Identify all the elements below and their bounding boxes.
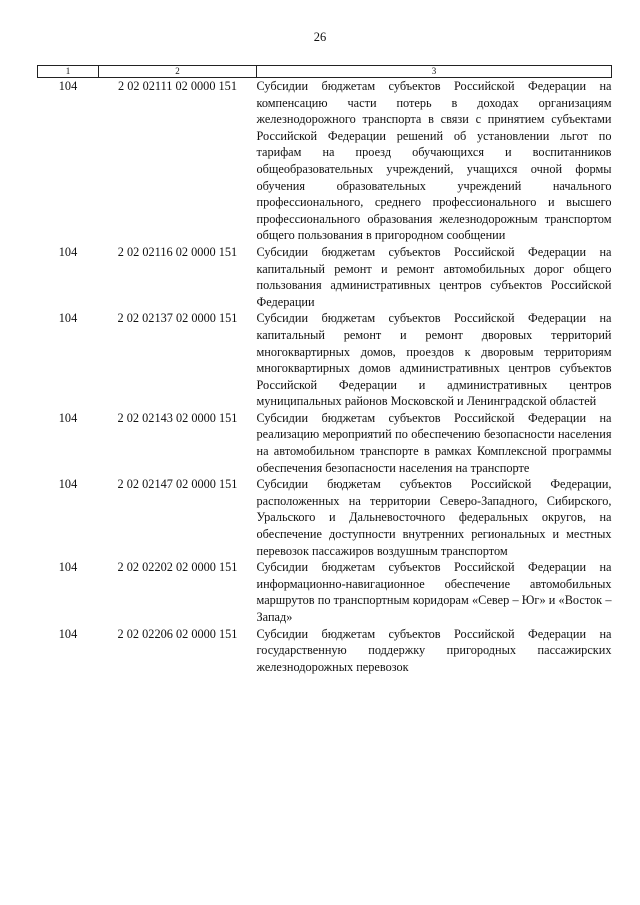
admin-code: 104 xyxy=(58,79,78,93)
table-row xyxy=(38,559,612,625)
revenue-code: 2 02 02147 02 0000 151 xyxy=(117,477,238,492)
table-row xyxy=(38,310,612,410)
revenue-code: 2 02 02116 02 0000 151 xyxy=(117,244,238,259)
page-number: 26 xyxy=(313,30,327,44)
revenue-description: Субсидии бюджетам субъектов Российской Федерации на компенсацию части потерь в доходах организациям железнодорожного транспорта в связи с принятием субъектами Российской Федерации решений об установлении льгот по тарифам на проезд обучающихся и воспитанников общеобразовательных учреждений, учащихся очной формы обучения образовательных учреждений начального профессионального, среднего профессионального и высшего профессионального образования железнодорожным транспортом общего пользования в пригородном сообщении xyxy=(256,79,612,243)
revenue-code: 2 02 02137 02 0000 151 xyxy=(117,311,238,326)
revenue-code: 2 02 02143 02 0000 151 xyxy=(117,410,238,425)
table-header-row xyxy=(38,66,612,78)
table-row xyxy=(38,476,612,559)
revenue-description: Субсидии бюджетам субъектов Российской Федерации, расположенных на территории Северо-Западного, Сибирского, Уральского и Дальневосточного федеральных округов, на обеспечение доступности внутренних региональных и местных перевозок пассажиров воздушным транспортом xyxy=(256,477,612,558)
admin-code: 104 xyxy=(58,311,78,326)
table-row xyxy=(38,626,612,676)
column-header-1: 1 xyxy=(38,66,99,78)
revenue-description: Субсидии бюджетам субъектов Российской Федерации на реализацию мероприятий по обеспечению безопасности населения на автомобильном транспорте в рамках Комплексной программы обеспечения безопасности населения на транспорте xyxy=(256,410,612,475)
admin-code: 104 xyxy=(58,410,78,425)
admin-code: 104 xyxy=(58,626,78,641)
revenue-description: Субсидии бюджетам субъектов Российской Федерации на государственную поддержку пригородных пассажирских железнодорожных перевозок xyxy=(256,626,612,674)
admin-code: 104 xyxy=(58,244,78,259)
table-row xyxy=(38,244,612,310)
revenue-code: 2 02 02111 02 0000 151 xyxy=(118,79,237,93)
revenue-code: 2 02 02202 02 0000 151 xyxy=(117,560,238,575)
column-header-2: 2 xyxy=(99,66,257,78)
revenue-description: Субсидии бюджетам субъектов Российской Федерации на капитальный ремонт и ремонт дворовых территорий многоквартирных домов, проездов к дворовым территориям многоквартирных домов административных центров субъектов Российской Федерации и административных центров муниципальных районов Московской и Ленинградской областей xyxy=(256,311,612,409)
table-row xyxy=(38,410,612,476)
column-header-3: 3 xyxy=(257,66,612,78)
revenue-code: 2 02 02206 02 0000 151 xyxy=(117,626,238,641)
admin-code: 104 xyxy=(58,560,78,575)
revenue-description: Субсидии бюджетам субъектов Российской Федерации на информационно-навигационное обеспечение автомобильных маршрутов по транспортным коридорам «Север – Юг» и «Восток – Запад» xyxy=(256,560,612,624)
admin-code: 104 xyxy=(58,477,78,492)
table-row xyxy=(38,78,612,244)
revenue-description: Субсидии бюджетам субъектов Российской Федерации на капитальный ремонт и ремонт автомобильных дорог общего пользования административных центров субъектов Российской Федерации xyxy=(256,244,612,309)
budget-classification-table xyxy=(37,65,612,675)
